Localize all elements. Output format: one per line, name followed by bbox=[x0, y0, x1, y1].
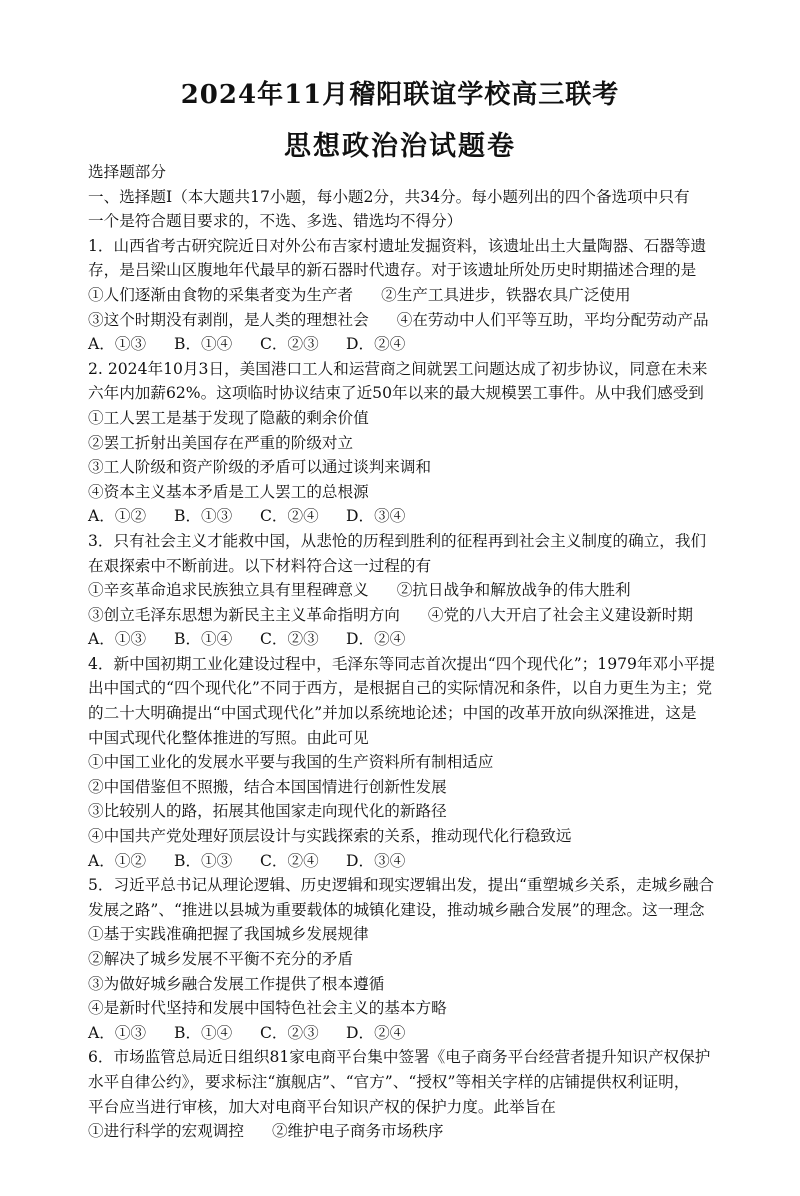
q5-option-3: ③为做好城乡融合发展工作提供了根本遵循 bbox=[88, 974, 385, 993]
q3-options-row bbox=[88, 578, 738, 603]
q3-stem: 3．只有社会主义才能救中国，从悲怆的历程到胜利的征程再到社会主义制度的确立，我们 bbox=[88, 531, 707, 550]
q5-stem: 5．习近平总书记从理论逻辑、历史逻辑和现实逻辑出发，提出“重塑城乡关系，走城乡融合 bbox=[88, 876, 715, 895]
q4-stem: 的二十大明确提出“中国式现代化”并加以系统地论述；中国的改革开放向纵深推进，这是 bbox=[88, 704, 697, 723]
section-instruction: 一、选择题Ⅰ（本大题共17小题，每小题2分，共34分。每小题列出的四个备选项中只有 bbox=[88, 187, 690, 206]
q5-stem: 发展之路”、“推进以县城为重要载体的城镇化建设，推动城乡融合发展”的理念。这一理念 bbox=[88, 900, 705, 919]
q2-option-2: ②罢工折射出美国存在严重的阶级对立 bbox=[88, 433, 354, 452]
q5-answer-c: C．②③ bbox=[260, 1023, 319, 1042]
q3-answer-b: B．①④ bbox=[174, 630, 233, 649]
q3-option-2: ②抗日战争和解放战争的伟大胜利 bbox=[396, 581, 631, 600]
q3-options-row bbox=[88, 603, 738, 628]
q3-stem: 在艰探索中不断前进。以下材料符合这一过程的有 bbox=[88, 556, 432, 575]
q4-stem: 中国式现代化整体推进的写照。由此可见 bbox=[88, 728, 369, 747]
exam-title: 2024年11月稽阳联谊学校高三联考 bbox=[180, 80, 620, 110]
q4-stem: 出中国式的“四个现代化”不同于西方，是根据自己的实际情况和条件，以自力更生为主；党 bbox=[88, 679, 713, 698]
q2-answer-a: A．①② bbox=[88, 507, 147, 526]
q4-option-2: ②中国借鉴但不照搬，结合本国国情进行创新性发展 bbox=[88, 777, 447, 796]
q1-options-row bbox=[88, 308, 738, 333]
q2-option-3: ③工人阶级和资产阶级的矛盾可以通过谈判来调和 bbox=[88, 458, 432, 477]
q2-answer-d: D．③④ bbox=[346, 507, 406, 526]
q3-option-4: ④党的八大开启了社会主义建设新时期 bbox=[427, 605, 693, 624]
q2-answers bbox=[88, 504, 738, 529]
q6-stem: 6．市场监管总局近日组织81家电商平台集中签署《电子商务平台经营者提升知识产权保护 bbox=[88, 1048, 711, 1067]
q1-answers bbox=[88, 332, 738, 357]
q6-option-1: ①进行科学的宏观调控 bbox=[88, 1122, 244, 1141]
q4-option-4: ④中国共产党处理好顶层设计与实践探索的关系，推动现代化行稳致远 bbox=[88, 827, 572, 846]
q2-stem: 2. 2024年10月3日，美国港口工人和运营商之间就罢工问题达成了初步协议，同意在未来 bbox=[88, 359, 708, 378]
q5-option-2: ②解决了城乡发展不平衡不充分的矛盾 bbox=[88, 950, 354, 968]
q4-answer-c: C．②④ bbox=[260, 851, 319, 870]
q5-answers bbox=[88, 1021, 738, 1046]
q5-answer-d: D．②④ bbox=[346, 1023, 406, 1042]
q5-option-4: ④是新时代坚持和发展中国特色社会主义的基本方略 bbox=[88, 999, 447, 1018]
q5-answer-b: B．①④ bbox=[174, 1023, 233, 1042]
q1-answer-d: D．②④ bbox=[346, 335, 406, 354]
q4-answer-a: A．①② bbox=[88, 851, 147, 870]
q2-stem: 六年内加薪62%。这项临时协议结束了近50年以来的最大规模罢工事件。从中我们感受到 bbox=[88, 384, 704, 403]
q3-option-3: ③创立毛泽东思想为新民主主义革命指明方向 bbox=[88, 605, 400, 624]
q1-stem: 存，是吕梁山区腹地年代最早的新石器时代遗存。对于该遗址所处历史时期描述合理的是 bbox=[88, 261, 697, 280]
q2-answer-c: C．②④ bbox=[260, 507, 319, 526]
q4-stem: 4．新中国初期工业化建设过程中，毛泽东等同志首次提出“四个现代化”；1979年邓小平提 bbox=[88, 654, 715, 673]
exam-content bbox=[88, 160, 738, 1144]
q1-option-4: ④在劳动中人们平等互助，平均分配劳动产品 bbox=[396, 310, 709, 329]
q6-option-2: ②维护电子商务市场秩序 bbox=[271, 1122, 444, 1141]
exam-subtitle: 思想政治治试题卷 bbox=[284, 131, 516, 162]
q5-option-1: ①基于实践准确把握了我国城乡发展规律 bbox=[88, 925, 369, 944]
q6-stem: 平台应当进行审核，加大对电商平台知识产权的保护力度。此举旨在 bbox=[88, 1097, 556, 1116]
q3-answer-c: C．②③ bbox=[260, 630, 319, 649]
q2-option-4: ④资本主义基本矛盾是工人罢工的总根源 bbox=[88, 482, 369, 501]
q4-option-1: ①中国工业化的发展水平要与我国的生产资料所有制相适应 bbox=[88, 753, 494, 772]
q1-answer-b: B．①④ bbox=[174, 335, 233, 354]
q4-answers bbox=[88, 849, 738, 874]
q4-answer-d: D．③④ bbox=[346, 851, 406, 870]
section-instruction: 一个是符合题目要求的，不选、多选、错选均不得分） bbox=[88, 212, 463, 231]
q6-options-row bbox=[88, 1119, 738, 1144]
q2-option-1: ①工人罢工是基于发现了隐蔽的剩余价值 bbox=[88, 408, 369, 427]
q3-answer-d: D．②④ bbox=[346, 630, 406, 649]
q1-option-2: ②生产工具进步，铁器农具广泛使用 bbox=[381, 285, 631, 304]
q1-option-3: ③这个时期没有剥削，是人类的理想社会 bbox=[88, 310, 369, 329]
q1-options-row bbox=[88, 283, 738, 308]
q2-answer-b: B．①③ bbox=[174, 507, 233, 526]
q3-answers bbox=[88, 627, 738, 652]
q1-stem: 1．山西省考古研究院近日对外公布吉家村遗址发掘资料，该遗址出土大量陶器、石器等遗 bbox=[88, 236, 707, 255]
q1-option-1: ①人们逐渐由食物的采集者变为生产者 bbox=[88, 285, 354, 304]
section-label: 选择题部分 bbox=[88, 163, 166, 181]
q5-answer-a: A．①③ bbox=[88, 1023, 147, 1042]
q4-option-3: ③比较别人的路，拓展其他国家走向现代化的新路径 bbox=[88, 802, 447, 821]
q1-answer-c: C．②③ bbox=[260, 335, 319, 354]
q4-answer-b: B．①③ bbox=[174, 851, 233, 870]
q3-answer-a: A．①③ bbox=[88, 630, 147, 649]
q1-answer-a: A．①③ bbox=[88, 335, 147, 354]
q6-stem: 水平自律公约》，要求标注“旗舰店”、“官方”、“授权”等相关字样的店铺提供权利证明， bbox=[88, 1072, 690, 1091]
q3-option-1: ①辛亥革命追求民族独立具有里程碑意义 bbox=[88, 581, 369, 600]
